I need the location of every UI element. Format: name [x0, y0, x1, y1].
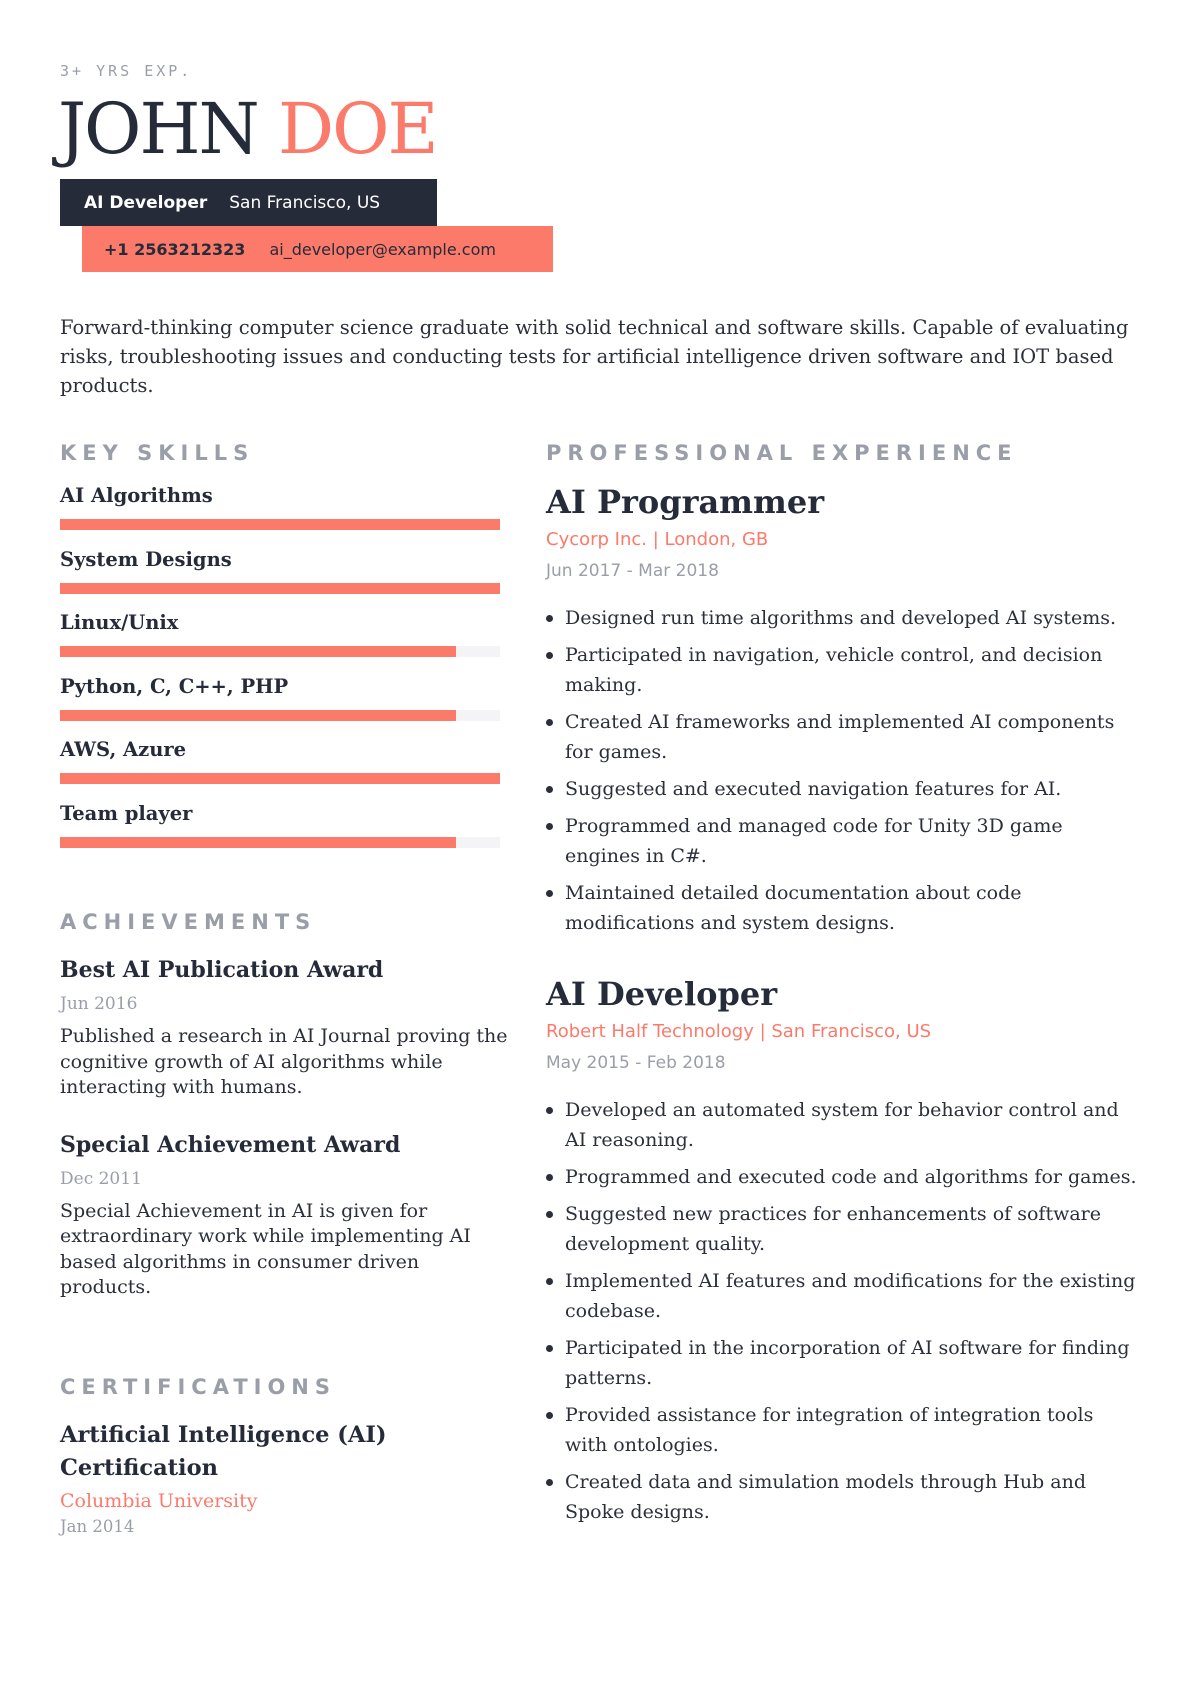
contact-bar [82, 226, 553, 272]
skill-bar-track [60, 710, 500, 721]
bullet-item [546, 640, 1141, 700]
bullet-dot-icon [546, 823, 553, 830]
phone-number[interactable]: +1 2563212323 [104, 239, 246, 259]
bullet-item [546, 1199, 1141, 1259]
job-title: AI Programmer [546, 483, 825, 521]
skill-item [60, 483, 500, 547]
bullet-dot-icon [546, 1345, 553, 1352]
summary: Forward-thinking computer science graduate with solid technical and software skills. Capable of evaluating risks, troubleshooting issues and conducting tests for artificial intelligence driven software and IOT based products. [60, 316, 1129, 397]
bullet-item [546, 1162, 1141, 1192]
bullet-text: Maintained detailed documentation about code modifications and system designs. [565, 882, 1022, 934]
job-company: Cycorp Inc. | London, GB [546, 529, 769, 550]
skill-item [60, 547, 500, 611]
achievements-heading: ACHIEVEMENTS [60, 910, 317, 934]
skill-bar-track [60, 519, 500, 530]
bullet-text: Developed an automated system for behavior control and AI reasoning. [565, 1099, 1119, 1151]
bullet-dot-icon [546, 890, 553, 897]
bullet-text: Programmed and managed code for Unity 3D game engines in C#. [565, 815, 1063, 867]
bullet-item [546, 603, 1141, 633]
bullet-dot-icon [546, 1278, 553, 1285]
last-name: DOE [278, 88, 437, 170]
skill-bar-fill [60, 583, 500, 594]
certifications-heading: CERTIFICATIONS [60, 1375, 337, 1399]
bullet-dot-icon [546, 719, 553, 726]
skill-item [60, 801, 500, 865]
skill-item [60, 674, 500, 738]
bullet-item [546, 707, 1141, 767]
bullet-text: Participated in navigation, vehicle control, and decision making. [565, 644, 1103, 696]
achievement-title: Best AI Publication Award [60, 957, 384, 983]
location: San Francisco, US [229, 192, 381, 213]
bullet-dot-icon [546, 1174, 553, 1181]
bullet-dot-icon [546, 786, 553, 793]
skill-bar-fill [60, 519, 500, 530]
bullet-item [546, 878, 1141, 938]
role-bar [60, 179, 437, 226]
skill-name: AWS, Azure [60, 738, 187, 761]
bullet-dot-icon [546, 1211, 553, 1218]
skill-bar-track [60, 646, 500, 657]
skill-bar-fill [60, 837, 456, 848]
bullet-text: Designed run time algorithms and developed AI systems. [565, 607, 1117, 629]
achievements-list [60, 954, 510, 1329]
certification-organization: Columbia University [60, 1490, 258, 1512]
skill-bar-track [60, 583, 500, 594]
bullet-text: Suggested new practices for enhancements of software development quality. [565, 1203, 1102, 1255]
achievement-item [60, 1129, 510, 1301]
bullet-dot-icon [546, 1412, 553, 1419]
job-title: AI Developer [546, 975, 778, 1013]
achievement-title: Special Achievement Award [60, 1131, 401, 1158]
achievement-date: Jun 2016 [60, 994, 138, 1014]
skill-name: Linux/Unix [60, 611, 179, 634]
job-role: AI Developer [84, 192, 208, 213]
skill-bar-fill [60, 710, 456, 721]
achievement-description: Special Achievement in AI is given for extraordinary work while implementing AI based algorithms in consumer driven products. [60, 1199, 471, 1298]
bullet-text: Created AI frameworks and implemented AI components for games. [565, 711, 1115, 763]
bullet-item [546, 1333, 1141, 1393]
bullet-text: Programmed and executed code and algorithms for games. [565, 1166, 1137, 1188]
skill-name: Team player [60, 801, 193, 825]
bullet-text: Implemented AI features and modifications for the existing codebase. [565, 1270, 1136, 1322]
achievement-description: Published a research in AI Journal proving the cognitive growth of AI algorithms while interacting with humans. [60, 1025, 508, 1098]
skills-list [60, 483, 500, 864]
skill-item [60, 737, 500, 801]
bullet-item [546, 1400, 1141, 1460]
job-entry [546, 973, 1141, 1534]
bullet-dot-icon [546, 1479, 553, 1486]
certification-item [60, 1419, 500, 1539]
first-name: JOHN [58, 88, 258, 170]
job-dates: Jun 2017 - Mar 2018 [546, 561, 719, 581]
bullet-text: Participated in the incorporation of AI software for finding patterns. [565, 1337, 1130, 1389]
bullet-text: Created data and simulation models through Hub and Spoke designs. [565, 1471, 1086, 1523]
bullet-item [546, 811, 1141, 871]
certification-title: Artificial Intelligence (AI) Certification [60, 1422, 387, 1481]
bullet-item [546, 1467, 1141, 1527]
skill-bar-track [60, 837, 500, 848]
skill-item [60, 610, 500, 674]
job-company: Robert Half Technology | San Francisco, US [546, 1021, 932, 1042]
email-address[interactable]: ai_developer@example.com [269, 239, 496, 259]
skill-name: AI Algorithms [60, 484, 213, 507]
job-bullets [546, 1095, 1141, 1527]
job-bullets [546, 603, 1141, 938]
bullet-text: Suggested and executed navigation features for AI. [565, 778, 1062, 800]
job-dates: May 2015 - Feb 2018 [546, 1053, 726, 1073]
bullet-item [546, 1266, 1141, 1326]
bullet-dot-icon [546, 652, 553, 659]
certifications-list [60, 1419, 500, 1539]
skill-bar-track [60, 773, 500, 784]
skill-bar-fill [60, 773, 500, 784]
skill-bar-fill [60, 646, 456, 657]
achievement-date: Dec 2011 [60, 1168, 142, 1189]
bullet-dot-icon [546, 1107, 553, 1114]
full-name [58, 86, 437, 172]
skill-name: Python, C, C++, PHP [60, 674, 289, 698]
experience-tag: 3+ YRS EXP. [60, 62, 193, 80]
skills-heading: KEY SKILLS [60, 441, 255, 465]
bullet-text: Provided assistance for integration of integration tools with ontologies. [565, 1404, 1094, 1456]
bullet-item [546, 1095, 1141, 1155]
skill-name: System Designs [60, 547, 232, 571]
bullet-dot-icon [546, 615, 553, 622]
certification-date: Jan 2014 [60, 1517, 135, 1536]
experience-heading: PROFESSIONAL EXPERIENCE [546, 441, 1018, 465]
job-entry [546, 481, 1141, 945]
bullet-item [546, 774, 1141, 804]
achievement-item [60, 954, 510, 1101]
